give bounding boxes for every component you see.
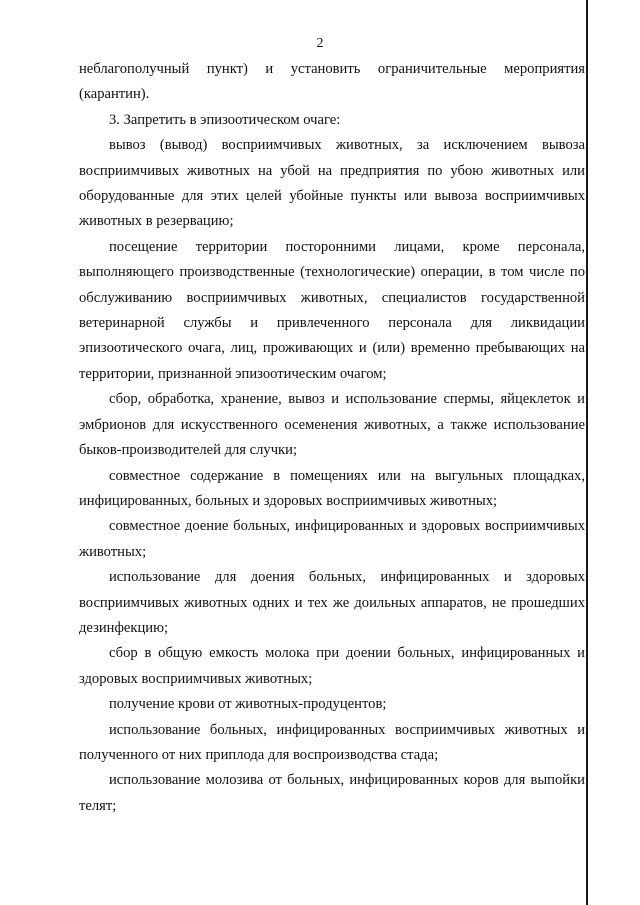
paragraph-visit-ban: посещение территории посторонними лицами, кроме персонала, выполняющего производственные (технологические) операции, в том числе по обслуживанию восприимчивых животных, специалистов государственной ветеринарной службы и привлеченного персонала для ликвидации эпизоотического очага, лиц, проживающих и (или) временно пребывающих на территории, признанной эпизоотическим очагом;	[79, 238, 585, 382]
document-body	[79, 57, 585, 819]
paragraph-joint-keeping-ban: совместное содержание в помещениях или на выгульных площадках, инфицированных, больных и здоровых восприимчивых животных;	[79, 467, 585, 509]
paragraph-blood-ban: получение крови от животных-продуцентов;	[109, 696, 387, 713]
paragraph-milking-equipment-ban: использование для доения больных, инфицированных и здоровых восприимчивых животных одних и тех же доильных аппаратов, не прошедших дезинфекцию;	[79, 569, 585, 636]
paragraph-export-ban: вывоз (вывод) восприимчивых животных, за исключением вывоза восприимчивых животных на убой на предприятия по убою животных или оборудованные для этих целей убойные пункты или вывоза восприимчивых животных в резервацию;	[79, 137, 585, 230]
paragraph-joint-milking-ban: совместное доение больных, инфицированных и здоровых восприимчивых животных;	[79, 518, 585, 560]
paragraph-continuation: неблагополучный пункт) и установить ограничительные мероприятия (карантин).	[79, 61, 585, 103]
paragraph-sperm-ban: сбор, обработка, хранение, вывоз и использование спермы, яйцеклеток и эмбрионов для искусственного осеменения животных, а также использование быков-производителей для случки;	[79, 391, 585, 459]
page-number: 2	[316, 36, 324, 51]
page-edge-line	[586, 0, 588, 905]
paragraph-breeding-ban: использование больных, инфицированных восприимчивых животных и полученного от них приплода для воспроизводства стада;	[79, 721, 585, 763]
paragraph-colostrum-ban: использование молозива от больных, инфицированных коров для выпойки телят;	[79, 772, 585, 814]
paragraph-milk-collection-ban: сбор в общую емкость молока при доении больных, инфицированных и здоровых восприимчивых животных;	[79, 645, 585, 687]
paragraph-item-3-heading: 3. Запретить в эпизоотическом очаге:	[109, 111, 341, 128]
